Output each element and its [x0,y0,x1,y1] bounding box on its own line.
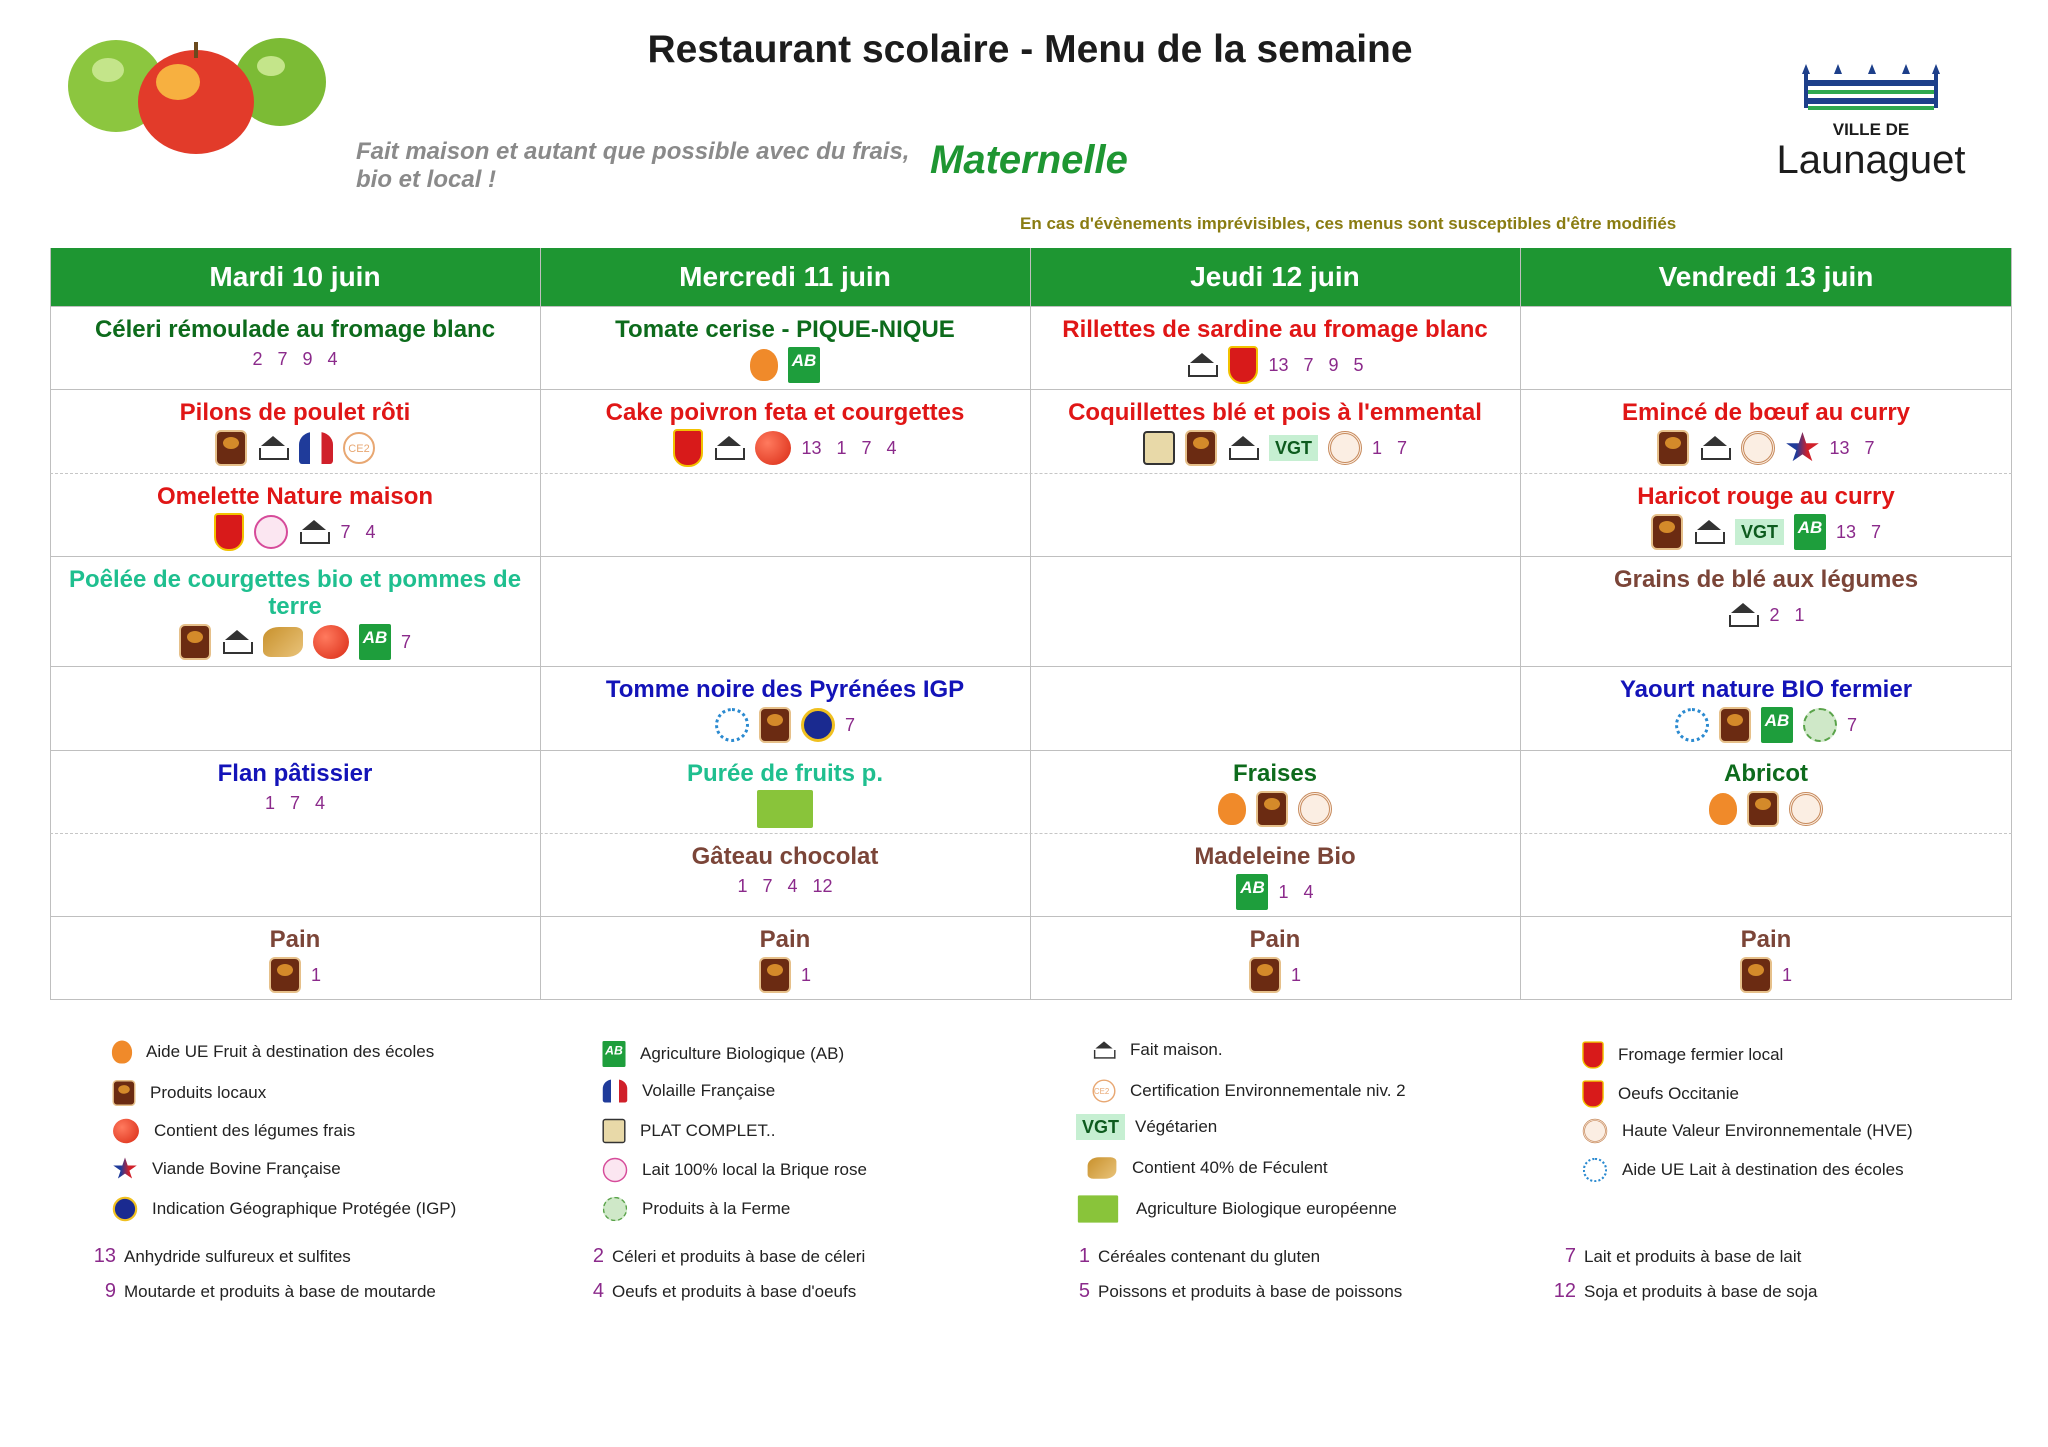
allergen-codes: 1 [310,964,321,985]
menu-cell [540,306,1030,383]
ab-organic-icon: AB [1236,874,1268,910]
ab-organic-icon: AB [602,1041,625,1067]
homemade-icon [1699,434,1731,462]
igp-icon [113,1197,137,1221]
menu-cell [50,306,540,371]
allergen-legend-item: 4 Oeufs et produits à base d'oeufs [592,1280,857,1302]
local-products-icon [269,957,301,993]
hve-icon [1298,792,1332,826]
legend-item: VGT Végétarien [1076,1114,1217,1140]
allergen-codes: 2 7 9 4 [252,348,338,369]
legend-item: Produits locaux [108,1075,266,1111]
tomato-icon [313,625,349,659]
allergen-legend-item: 1 Céréales contenant du gluten [1078,1245,1321,1267]
allergen-codes: 7 4 [340,521,376,542]
local-products-icon [1249,957,1281,993]
dish-name: Pain [759,926,811,953]
dish-name: Pilons de poulet rôti [179,399,411,426]
ce2-icon: CE2 [343,432,375,464]
occitan-eggs-icon [1582,1080,1604,1107]
dish-name: Purée de fruits p. [686,760,884,787]
legend-item: Aide UE Fruit à destination des écoles [108,1036,434,1068]
legend-item: CE2 Certification Environnementale niv. 2 [1088,1075,1406,1107]
french-beef-icon [1785,432,1819,464]
day-header-tuesday: Mardi 10 juin [50,248,540,306]
ab-organic-icon: AB [1794,514,1826,550]
local-products-icon [1740,957,1772,993]
brique-rose-icon [603,1158,627,1182]
menu-cell [1030,306,1520,383]
dish-name: Yaourt nature BIO fermier [1619,676,1913,703]
homemade-icon [1092,1040,1115,1060]
menu-cell [1520,556,2012,633]
logo-ville-de: VILLE DE [1832,120,1910,139]
allergen-codes: 13 7 [1835,521,1882,542]
eu-organic-icon [757,790,813,828]
menu-cell [540,916,1030,993]
dish-name: Grains de blé aux légumes [1613,566,1919,593]
local-products-icon [759,707,791,743]
menu-cell [1030,833,1520,910]
menu-cell [540,833,1030,898]
allergen-legend-item: 12 Soja et produits à base de soja [1553,1280,1818,1302]
dish-name: Omelette Nature maison [156,483,434,510]
local-products-icon [1185,430,1217,466]
dish-name: Pain [1740,926,1792,953]
milk-aid-icon [1675,708,1709,742]
fruit-aid-icon [112,1040,132,1063]
complete-dish-icon [1143,431,1175,465]
allergen-legend-item: 13 Anhydride sulfureux et sulfites [93,1245,351,1267]
menu-cell [1030,916,1520,993]
allergen-legend-item: 2 Céleri et produits à base de céleri [592,1245,866,1267]
dish-name: Tomate cerise - PIQUE-NIQUE [615,316,955,343]
eu-organic-icon [1078,1195,1118,1222]
school-level: Maternelle [930,138,1128,182]
allergen-codes: 7 [844,714,855,735]
subtitle: Fait maison et autant que possible avec du frais, bio et local ! [356,138,910,193]
menu-cell [50,750,540,815]
fruit-aid-icon [1218,793,1246,825]
complete-dish-icon [602,1119,625,1143]
allergen-codes: 13 7 9 5 [1268,354,1364,375]
homemade-icon [257,434,289,462]
local-products-icon [112,1080,135,1106]
dish-name: Haricot rouge au curry [1637,483,1895,510]
local-products-icon [759,957,791,993]
occitan-eggs-icon [214,513,244,551]
milk-aid-icon [715,708,749,742]
vgt-icon: VGT [1269,435,1318,461]
local-products-icon [215,430,247,466]
dish-name: Pain [1249,926,1301,953]
day-header-thursday: Jeudi 12 juin [1030,248,1520,306]
farm-products-icon [603,1197,627,1221]
hve-icon [1328,431,1362,465]
legend-item: Contient 40% de Féculent [1082,1153,1328,1183]
menu-cell [50,473,540,550]
homemade-icon [221,628,253,656]
homemade-icon [1186,351,1218,379]
dish-name: Fraises [1232,760,1318,787]
dish-name: Coquillettes blé et pois à l'emmental [1068,399,1482,426]
homemade-icon [1727,601,1759,629]
allergen-codes: 1 7 [1371,437,1408,458]
menu-cell [1030,389,1520,466]
fruit-aid-icon [1709,793,1737,825]
milk-aid-icon [1583,1158,1607,1182]
grid-line [50,999,2012,1000]
ab-organic-icon: AB [1761,707,1793,743]
menu-cell [1520,473,2012,550]
hve-icon [1789,792,1823,826]
local-products-icon [1657,430,1689,466]
apples-image [66,18,330,158]
legend-item: PLAT COMPLET.. [598,1114,775,1148]
allergen-codes: 7 [1846,714,1857,735]
starch-icon [1088,1157,1117,1179]
dish-name: Céleri rémoulade au fromage blanc [94,316,496,343]
local-products-icon [1719,707,1751,743]
dish-name: Emincé de bœuf au curry [1621,399,1911,426]
menu-cell [540,389,1030,466]
allergen-codes: 1 4 [1278,881,1314,902]
town-logo [1768,56,1974,186]
menu-cell [50,389,540,466]
dish-name: Poêlée de courgettes bio et pommes de terre [68,566,522,620]
allergen-codes: 13 1 7 4 [801,437,897,458]
menu-cell [1520,916,2012,993]
french-beef-icon [113,1157,137,1180]
ce2-icon: CE2 [1092,1079,1115,1102]
vgt-icon: VGT [1076,1114,1125,1140]
farm-products-icon [1803,708,1837,742]
dish-name: Gâteau chocolat [691,843,879,870]
legend-item: Haute Valeur Environnementale (HVE) [1578,1114,1913,1148]
allergen-codes: 1 [800,964,811,985]
legend-item: Produits à la Ferme [598,1192,790,1226]
menu-cell [50,916,540,993]
menu-cell [540,666,1030,743]
local-products-icon [1747,791,1779,827]
allergen-codes: 1 [1290,964,1301,985]
farm-cheese-icon [1582,1041,1604,1068]
menu-cell [1030,750,1520,827]
day-header-wednesday: Mercredi 11 juin [540,248,1030,306]
allergen-codes: 7 [400,631,411,652]
menu-table [50,248,2012,1000]
homemade-icon [298,518,330,546]
legend-item: Fait maison. [1088,1036,1223,1064]
logo-emblem-icon [1768,56,1974,116]
allergen-codes: 2 1 [1769,604,1805,625]
dish-name: Abricot [1724,760,1808,787]
local-products-icon [1256,791,1288,827]
allergen-legend-item: 5 Poissons et produits à base de poissons [1078,1280,1403,1302]
menu-cell [1520,750,2012,827]
page-title: Restaurant scolaire - Menu de la semaine [647,28,1413,71]
starch-icon [263,627,303,657]
hve-icon [1583,1119,1607,1143]
legend-item: Contient des légumes frais [108,1114,355,1148]
homemade-icon [713,434,745,462]
local-products-icon [1651,514,1683,550]
legend-item: Aide UE Lait à destination des écoles [1578,1153,1904,1187]
legend-item: Indication Géographique Protégée (IGP) [108,1192,456,1226]
french-poultry-icon [603,1079,627,1102]
tomato-icon [755,431,791,465]
legend-item: Agriculture Biologique européenne [1070,1190,1397,1228]
homemade-icon [1227,434,1259,462]
tomato-icon [113,1119,139,1143]
legend-item: Viande Bovine Française [108,1153,341,1185]
igp-icon [801,708,835,742]
dish-name: Cake poivron feta et courgettes [605,399,965,426]
vgt-icon: VGT [1735,519,1784,545]
allergen-legend-item: 9 Moutarde et produits à base de moutarde [104,1280,436,1302]
allergen-legend-item: 7 Lait et produits à base de lait [1564,1245,1802,1267]
ab-organic-icon: AB [359,624,391,660]
allergen-codes: 13 7 [1829,437,1875,458]
notice-text: En cas d'évènements imprévisibles, ces menus sont susceptibles d'être modifiés [1020,214,1677,233]
legend-item: Lait 100% local la Brique rose [598,1153,867,1187]
brique-rose-icon [254,515,288,549]
dish-name: Rillettes de sardine au fromage blanc [1062,316,1488,343]
legend-item: Volaille Française [598,1075,775,1107]
dish-name: Tomme noire des Pyrénées IGP [605,676,965,703]
dish-name: Flan pâtissier [217,760,373,787]
logo-town-name: Launaguet [1776,138,1966,182]
dish-name: Madeleine Bio [1194,843,1356,870]
hve-icon [1741,431,1775,465]
legend-item: Oeufs Occitanie [1578,1075,1739,1113]
menu-cell [1520,389,2012,466]
homemade-icon [1693,518,1725,546]
menu-cell [50,556,540,660]
allergen-codes: 1 7 4 [264,792,326,813]
allergen-codes: 1 [1781,964,1792,985]
french-poultry-icon [299,432,333,464]
farm-cheese-icon [1228,346,1258,384]
ab-organic-icon: AB [788,347,820,383]
dish-name: Pain [269,926,321,953]
local-products-icon [179,624,211,660]
occitan-eggs-icon [673,429,703,467]
day-header-friday: Vendredi 13 juin [1520,248,2012,306]
fruit-aid-icon [750,349,778,381]
allergen-codes: 1 7 4 12 [737,875,833,896]
legend-item: Fromage fermier local [1578,1036,1783,1074]
menu-cell [1520,666,2012,743]
legend-item: AB Agriculture Biologique (AB) [598,1036,844,1072]
menu-cell [540,750,1030,827]
